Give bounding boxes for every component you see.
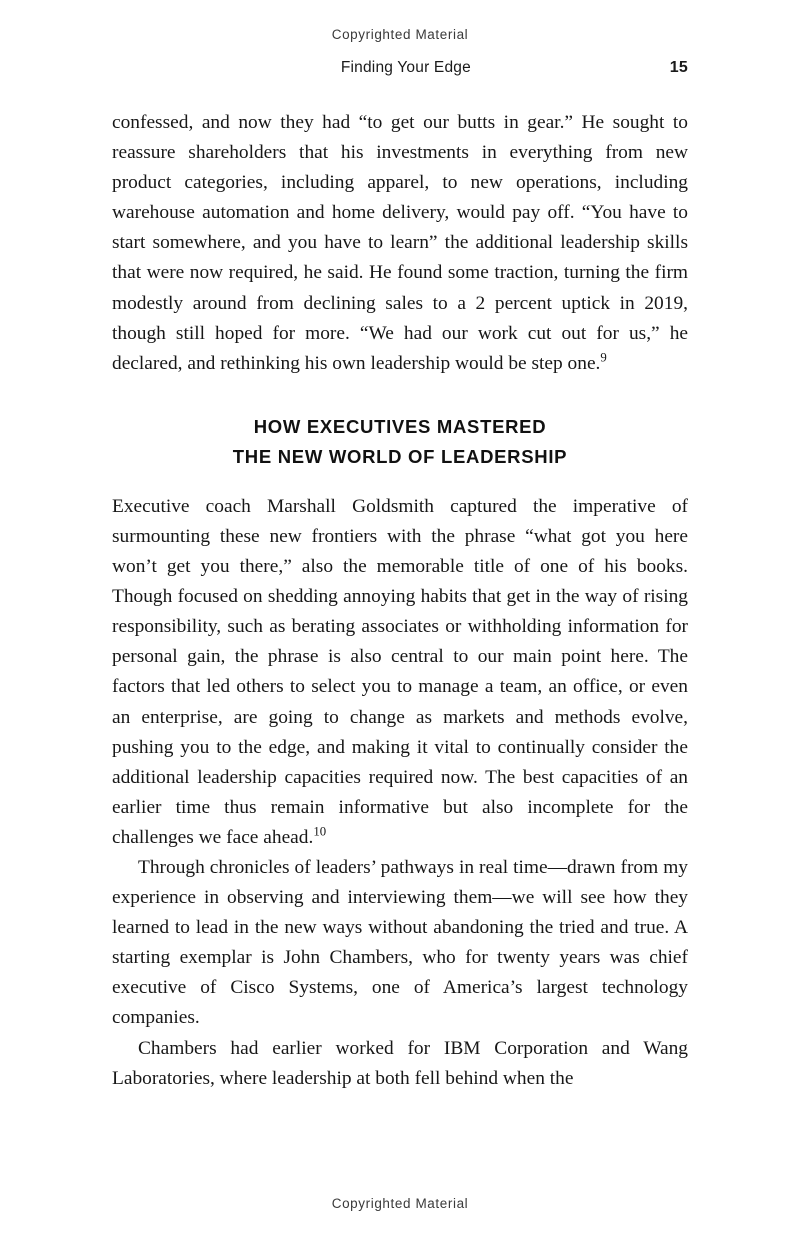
running-head-title: Finding Your Edge bbox=[340, 59, 471, 76]
running-head bbox=[112, 59, 688, 77]
paragraph-3: Through chronicles of leaders’ pathways in real time—drawn from my experience in observing and interviewing them—we will see how they learned to lead in the new ways without abandoning the tried and true. A starting exemplar is John Chambers, who for twenty years was chief executive of Cisco Systems, one of America’s largest technology companies. bbox=[112, 856, 688, 1029]
footnote-marker-10: 10 bbox=[313, 824, 327, 839]
section-heading bbox=[112, 412, 688, 472]
paragraph-1-text: confessed, and now they had “to get our butts in gear.” He sought to reassure shareholders that his investments in everything from new product categories, including apparel, to new operations, including warehouse automation and home delivery, would pay off. “You have to start somewhere, and you have to learn” the additional leadership skills that were now required, he said. He found some traction, turning the firm modestly around from declining sales to a 2 percent uptick in 2019, though still hoped for more. “We had our work cut out for us,” he declared, and rethinking his own leadership would be step one. bbox=[112, 112, 688, 374]
page-number: 15 bbox=[669, 59, 688, 76]
paragraph-4: Chambers had earlier worked for IBM Corporation and Wang Laboratories, where leadership at both fell behind when the bbox=[112, 1037, 688, 1089]
paragraph-1 bbox=[112, 108, 688, 379]
section-heading-line-1: HOW EXECUTIVES MASTERED bbox=[253, 415, 547, 437]
page-body bbox=[112, 108, 688, 1094]
paragraph-2-text: Executive coach Marshall Goldsmith captured the imperative of surmounting these new frontiers with the phrase “what got you here won’t get you there,” also the memorable title of one of his books. Though focused on shedding annoying habits that get in the way of rising responsibility, such as berating associates or withholding information for personal gain, the phrase is also central to our main point here. The factors that led others to select you to manage a team, an office, or even an enterprise, are going to change as markets and methods evolve, pushing you to the edge, and making it vital to continually consider the additional leadership capacities required now. The best capacities of an earlier time thus remain informative but also incomplete for the challenges we face ahead. bbox=[112, 495, 688, 848]
section-heading-line-2: THE NEW WORLD OF LEADERSHIP bbox=[232, 445, 568, 467]
paragraph-2 bbox=[112, 492, 688, 853]
footnote-marker-9: 9 bbox=[600, 350, 607, 365]
copyright-watermark-bottom: Copyrighted Material bbox=[331, 1196, 469, 1211]
copyright-watermark-top: Copyrighted Material bbox=[331, 27, 469, 42]
